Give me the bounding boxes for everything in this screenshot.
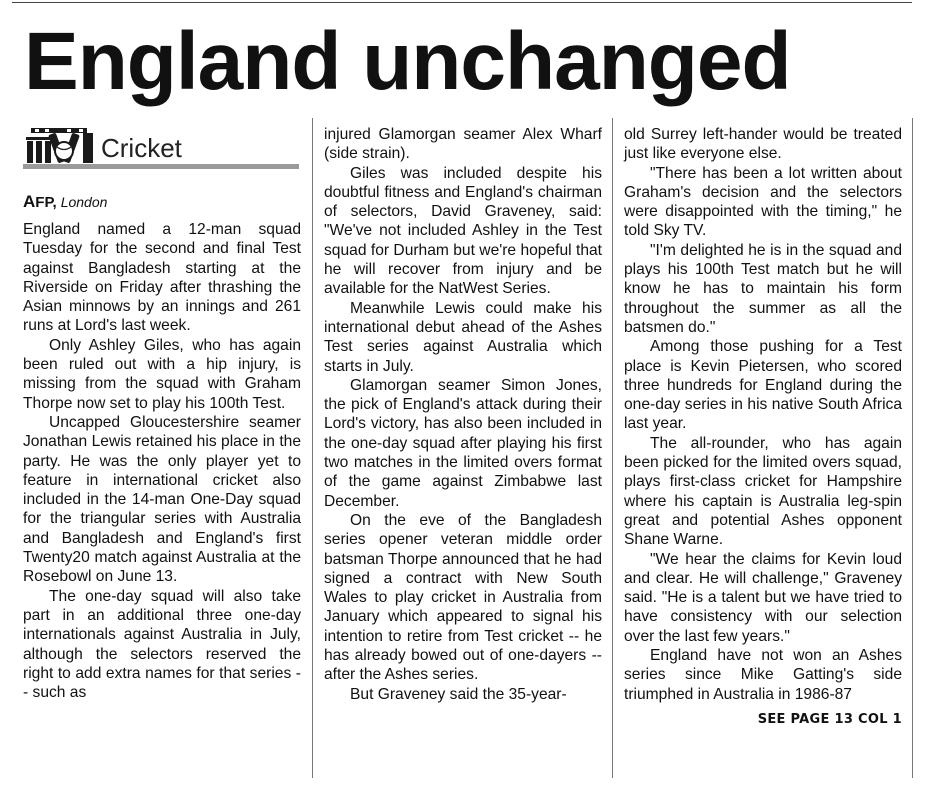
byline-place: London <box>60 194 108 210</box>
article-paragraph: The one-day squad will also take part in an additional three one-day internationals against Australia in July, although the selectors reserved the right to add extra names for that series -- such as <box>23 587 301 702</box>
article-paragraph: Meanwhile Lewis could make his international debut ahead of the Ashes Test series against Australia which starts in July. <box>324 299 602 375</box>
article-paragraph: Glamorgan seamer Simon Jones, the pick of England's attack during their Lord's victory, has also been included in the one-day squad after playing his first two matches in the limited overs format of the game against Zimbabwe last December. <box>324 376 602 510</box>
column-divider <box>312 118 313 778</box>
headline: England unchanged <box>24 16 791 107</box>
article-paragraph: Uncapped Gloucestershire seamer Jonathan Lewis retained his place in the party. He was the only player yet to feature in international cricket also included in the 14-man One-Day squad for the triangular series with Australia and Bangladesh and England's first Twenty20 match against Australia at the Rosebowl on June 13. <box>23 413 301 586</box>
article-paragraph: On the eve of the Bangladesh series opener veteran middle order batsman Thorpe announced that he had signed a contract with New South Wales to play cricket in Australia from January which appeared to signal his intention to retire from Test cricket -- he has already bowed out of one-dayers -- after the Ashes series. <box>324 511 602 684</box>
article-paragraph: "I'm delighted he is in the squad and plays his 100th Test match but he will know he has to maintain his form throughout the summer as all the batsmen do." <box>624 241 902 336</box>
article-column-3 <box>624 125 902 727</box>
article-paragraph: Only Ashley Giles, who has again been ruled out with a hip injury, is missing from the squad with Graham Thorpe now set to play his 100th Test. <box>23 336 301 412</box>
article-paragraph: old Surrey left-hander would be treated just like everyone else. <box>624 126 902 163</box>
article-paragraph: Among those pushing for a Test place is Kevin Pietersen, who scored three hundreds for England during the one-day series in his native South Africa last year. <box>624 338 902 433</box>
article-paragraph: Giles was included despite his doubtful fitness and England's chairman of selectors, David Graveney, said: "We've not included Ashley in the Test squad for Durham but we're hopeful that he will recover from injury and be available for the NatWest Series. <box>324 164 602 298</box>
article-column-2 <box>324 125 602 704</box>
article-paragraph: "We hear the claims for Kevin loud and clear. He will challenge," Graveney said. "He is a talent but we have tried to have consistency with our selection over the last few years." <box>624 550 902 645</box>
article-paragraph: England have not won an Ashes series since Mike Gatting's side triumphed in Australia in 1986-87 <box>624 647 902 703</box>
continuation-notice: SEE PAGE 13 COL 1 <box>757 711 902 727</box>
column-divider <box>612 118 613 778</box>
article-column-1 <box>23 125 301 702</box>
byline-agency: AFP, <box>23 192 57 211</box>
section-rule <box>23 164 299 169</box>
column-divider <box>912 118 913 778</box>
article-paragraph: The all-rounder, who has again been picked for the limited overs squad, plays first-class cricket for Hampshire where his captain is Australia leg-spin great and potential Ashes opponent Shane Warne. <box>624 434 902 549</box>
section-banner <box>23 125 301 167</box>
article-paragraph: England named a 12-man squad Tuesday for the second and final Test against Bangladesh starting at the Riverside on Friday after thrashing the Asian minnows by an innings and 261 runs at Lord's last week. <box>23 221 301 335</box>
article-paragraph: But Graveney said the 35-year- <box>350 685 567 703</box>
article-paragraph: "There has been a lot written about Graham's decision and the selectors were disappointed with the timing," he told Sky TV. <box>624 164 902 240</box>
top-rule <box>12 2 912 3</box>
article-paragraph: injured Glamorgan seamer Alex Wharf (side strain). <box>324 126 602 163</box>
section-title: Cricket <box>101 133 182 163</box>
byline <box>23 193 301 212</box>
